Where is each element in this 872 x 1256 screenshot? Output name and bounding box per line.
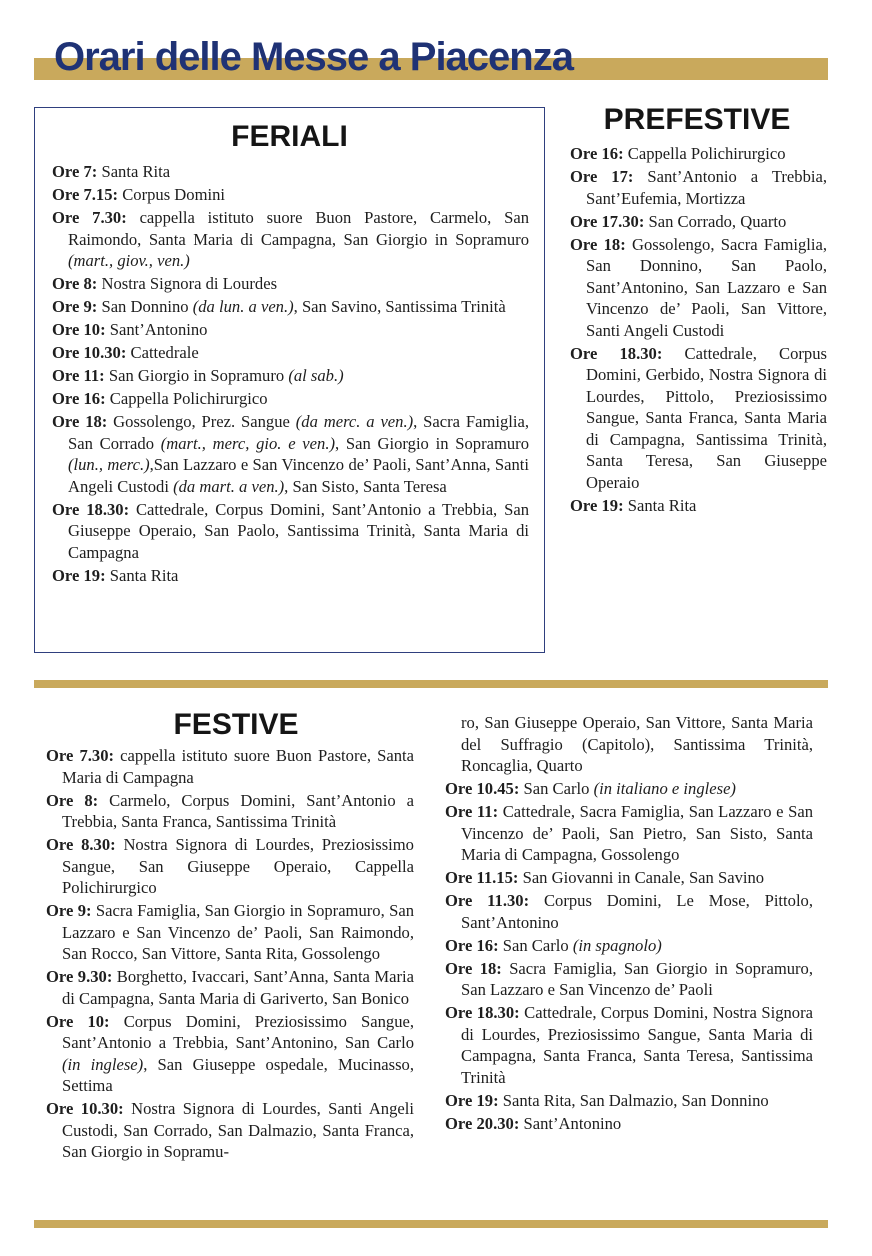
entry-text: San Giovanni in Canale, San Savino: [518, 868, 765, 887]
schedule-entry: [46, 1098, 414, 1163]
schedule-entry: [445, 867, 813, 889]
entry-note: (in spagnolo): [572, 935, 662, 955]
entry-text: Cattedrale: [126, 343, 199, 362]
schedule-entry: [46, 745, 414, 788]
feriali-heading: FERIALI: [231, 120, 348, 153]
entry-time: Ore 7.30:: [46, 746, 115, 765]
entry-time: Ore 8.30:: [46, 835, 116, 854]
entry-text: Corpus Domini: [118, 185, 226, 204]
schedule-entry: [52, 273, 529, 295]
entry-note: (mart., giov., ven.): [68, 251, 190, 270]
entry-text: Corpus Domini, Le Mose, Pittolo, Sant’Antonino: [461, 891, 813, 932]
entry-text: Cattedrale, Sacra Famiglia, San Lazzaro e San Vincenzo de’ Paoli, San Pietro, San Sisto, Santa Maria di Campagna, Gossolengo: [461, 802, 813, 864]
schedule-entry: [445, 935, 813, 957]
schedule-entry: [445, 1090, 813, 1112]
schedule-entry: [570, 143, 827, 165]
entry-text: Gossolengo, Sacra Famiglia, San Donnino, San Paolo, Sant’Antonino, San Lazzaro e San Vincenzo de’ Paoli, San Vittore, Santi Angeli Custodi: [586, 234, 827, 340]
entry-note: (da lun. a ven.): [192, 297, 294, 316]
entry-time: Ore 10.45:: [445, 779, 520, 798]
entry-time: Ore 11:: [445, 802, 499, 821]
entry-time: Ore 10.30:: [46, 1099, 124, 1118]
entry-time: Ore 16:: [570, 144, 624, 163]
schedule-entry: [52, 207, 529, 272]
entry-time: Ore 10:: [46, 1011, 110, 1031]
entry-time: Ore 18.30:: [570, 343, 663, 363]
entry-text: Cappella Polichirurgico: [623, 144, 786, 163]
entry-text: Sant’Antonino: [519, 1113, 622, 1133]
entry-text: Carmelo, Corpus Domini, Sant’Antonio a Trebbia, Santa Franca, Santissima Trinità: [62, 790, 414, 831]
entry-text: Sacra Famiglia, San Giorgio in Sopramuro, San Lazzaro e San Vincenzo de’ Paoli, San Raimondo, San Rocco, San Vittore, Santa Rita, Gossolengo: [62, 901, 414, 963]
entry-time: Ore 19:: [445, 1090, 499, 1110]
entry-text: San Donnino: [97, 297, 193, 316]
schedule-entry: [46, 790, 414, 833]
entry-time: Ore 11.15:: [445, 868, 519, 887]
schedule-entry: [52, 365, 529, 387]
entry-text: , San Savino, Santissima Trinità: [293, 297, 506, 316]
schedule-entry: [570, 211, 827, 233]
entry-time: Ore 10.30:: [52, 343, 127, 362]
entry-time: Ore 16:: [445, 935, 499, 955]
schedule-entry: [52, 388, 529, 410]
entry-text: Cattedrale, Corpus Domini, Gerbido, Nostra Signora di Lourdes, Pittolo, Preziosissimo Sangue, Santa Franca, Santa Maria di Campagna, Santissima Trinità, Santa Teresa, San Giuseppe Operaio: [586, 343, 827, 492]
entry-time: Ore 17:: [570, 167, 634, 186]
festive-left-list: [46, 745, 414, 1164]
festive-heading: FESTIVE: [173, 708, 299, 741]
entry-note: (in italiano e inglese): [593, 779, 736, 798]
schedule-entry: [46, 834, 414, 899]
entry-text: Cappella Polichirurgico: [105, 389, 268, 408]
entry-text: Sacra Famiglia, San Giorgio in Sopramuro, San Lazzaro e San Vincenzo de’ Paoli: [461, 958, 814, 999]
festive-continuation-text: ro, San Giuseppe Operaio, San Vittore, Santa Maria del Suffragio (Capitolo), Santissima Trinità, Roncaglia, Quarto: [461, 713, 813, 775]
entry-note: (mart., merc, gio. e ven.): [160, 433, 336, 453]
entry-text: Gossolengo, Prez. Sangue: [107, 412, 296, 431]
entry-time: Ore 18.30:: [52, 499, 130, 519]
entry-note: (lun., merc.): [68, 455, 150, 474]
entry-note: (da mart. a ven.): [173, 476, 285, 496]
entry-text: cappella istituto suore Buon Pastore, Santa Maria di Campagna: [62, 746, 414, 787]
schedule-entry: [52, 342, 529, 364]
entry-text: , San Giuseppe ospedale, Mucinasso, Settima: [62, 1054, 414, 1095]
entry-time: Ore 9:: [52, 297, 98, 316]
festive-right-list: [445, 778, 813, 1134]
schedule-entry: [52, 319, 529, 341]
entry-text: Santa Rita, San Dalmazio, San Donnino: [498, 1090, 769, 1110]
entry-time: Ore 9:: [46, 901, 92, 920]
schedule-entry: [445, 801, 813, 866]
entry-text: , San Sisto, Santa Teresa: [284, 476, 447, 496]
entry-text: Santa Rita: [623, 495, 697, 515]
schedule-entry: [52, 499, 529, 564]
schedule-entry: [445, 1002, 813, 1088]
entry-time: Ore 7.30:: [52, 208, 127, 227]
schedule-entry: [52, 161, 529, 183]
entry-time: Ore 7:: [52, 162, 98, 181]
entry-text: Nostra Signora di Lourdes: [97, 274, 278, 293]
entry-text: Cattedrale, Corpus Domini, Nostra Signora di Lourdes, Preziosissimo Sangue, Santa Maria di Campagna, Santa Franca, Santa Teresa, Santissima Trinità: [461, 1003, 813, 1087]
entry-text: San Giorgio in Sopramuro: [104, 366, 289, 385]
entry-text: Sant’Antonino: [105, 320, 208, 339]
schedule-entry: [570, 495, 827, 517]
schedule-entry: [445, 778, 813, 800]
entry-text: Santa Rita: [105, 565, 179, 585]
entry-text: ,San Lazzaro e San Vincenzo de’ Paoli, Sant’Anna, Santi Angeli Custodi: [68, 455, 529, 496]
schedule-entry: [52, 296, 529, 318]
entry-time: Ore 10:: [52, 320, 106, 339]
entry-text: San Corrado, Quarto: [644, 211, 787, 231]
entry-text: Nostra Signora di Lourdes, Santi Angeli Custodi, San Corrado, San Dalmazio, Santa Franca, San Giorgio in Sopramu-: [62, 1099, 414, 1161]
entry-time: Ore 20.30:: [445, 1113, 520, 1133]
entry-text: Corpus Domini, Preziosissimo Sangue, Sant’Antonio a Trebbia, Sant’Antonino, San Carlo: [62, 1011, 415, 1052]
entry-time: Ore 8:: [46, 790, 99, 810]
entry-time: Ore 8:: [52, 274, 98, 293]
entry-text: Sant’Antonio a Trebbia, Sant’Eufemia, Mortizza: [586, 167, 827, 208]
feriali-list: [52, 161, 529, 588]
entry-text: Borghetto, Ivaccari, Sant’Anna, Santa Maria di Campagna, Santa Maria di Gariverto, San Bonico: [62, 967, 414, 1008]
prefestive-list: [570, 143, 827, 518]
schedule-entry: [52, 565, 529, 587]
schedule-entry: [445, 1113, 813, 1135]
entry-text: Nostra Signora di Lourdes, Preziosissimo Sangue, San Giuseppe Operaio, Cappella Polichirurgico: [62, 835, 414, 897]
schedule-entry: [445, 890, 813, 933]
entry-time: Ore 11.30:: [445, 891, 530, 910]
entry-time: Ore 17.30:: [570, 211, 645, 231]
schedule-entry: [570, 166, 827, 209]
entry-text: , San Giorgio in Sopramuro: [335, 433, 529, 453]
entry-time: Ore 16:: [52, 389, 106, 408]
page-title: Orari delle Messe a Piacenza: [54, 35, 573, 79]
entry-text: San Carlo: [519, 779, 594, 798]
schedule-entry: [570, 234, 827, 342]
schedule-entry: [46, 966, 414, 1009]
entry-text: Santa Rita: [97, 162, 171, 181]
prefestive-heading: PREFESTIVE: [603, 103, 791, 136]
entry-time: Ore 18:: [52, 412, 108, 431]
entry-text: Cattedrale, Corpus Domini, Sant’Antonio a Trebbia, San Giuseppe Operaio, San Paolo, Santissima Trinità, Santa Maria di Campagna: [68, 499, 529, 562]
bottom-rule: [34, 1220, 828, 1228]
entry-time: Ore 9.30:: [46, 967, 113, 986]
entry-time: Ore 19:: [570, 495, 624, 515]
schedule-entry: [46, 900, 414, 965]
entry-time: Ore 7.15:: [52, 185, 119, 204]
schedule-entry: [570, 343, 827, 494]
entry-time: Ore 18:: [570, 234, 626, 254]
entry-text: San Carlo: [498, 935, 573, 955]
entry-note: (da merc. a ven.): [295, 412, 414, 431]
entry-time: Ore 18:: [445, 958, 502, 978]
schedule-entry: [52, 184, 529, 206]
festive-right-column: [445, 712, 813, 1136]
entry-time: Ore 11:: [52, 366, 105, 385]
schedule-entry: [445, 958, 813, 1001]
entry-time: Ore 18.30:: [445, 1003, 520, 1022]
section-divider: [34, 680, 828, 688]
schedule-entry: [52, 411, 529, 497]
entry-time: Ore 19:: [52, 565, 106, 585]
entry-note: (in inglese): [62, 1054, 144, 1074]
entry-text: cappella istituto suore Buon Pastore, Carmelo, San Raimondo, Santa Maria di Campagna, San Giorgio in Sopramuro: [68, 208, 529, 249]
schedule-entry: [46, 1011, 414, 1097]
entry-text: , Sacra Famiglia, San Corrado: [68, 412, 529, 453]
entry-note: (al sab.): [288, 366, 344, 385]
